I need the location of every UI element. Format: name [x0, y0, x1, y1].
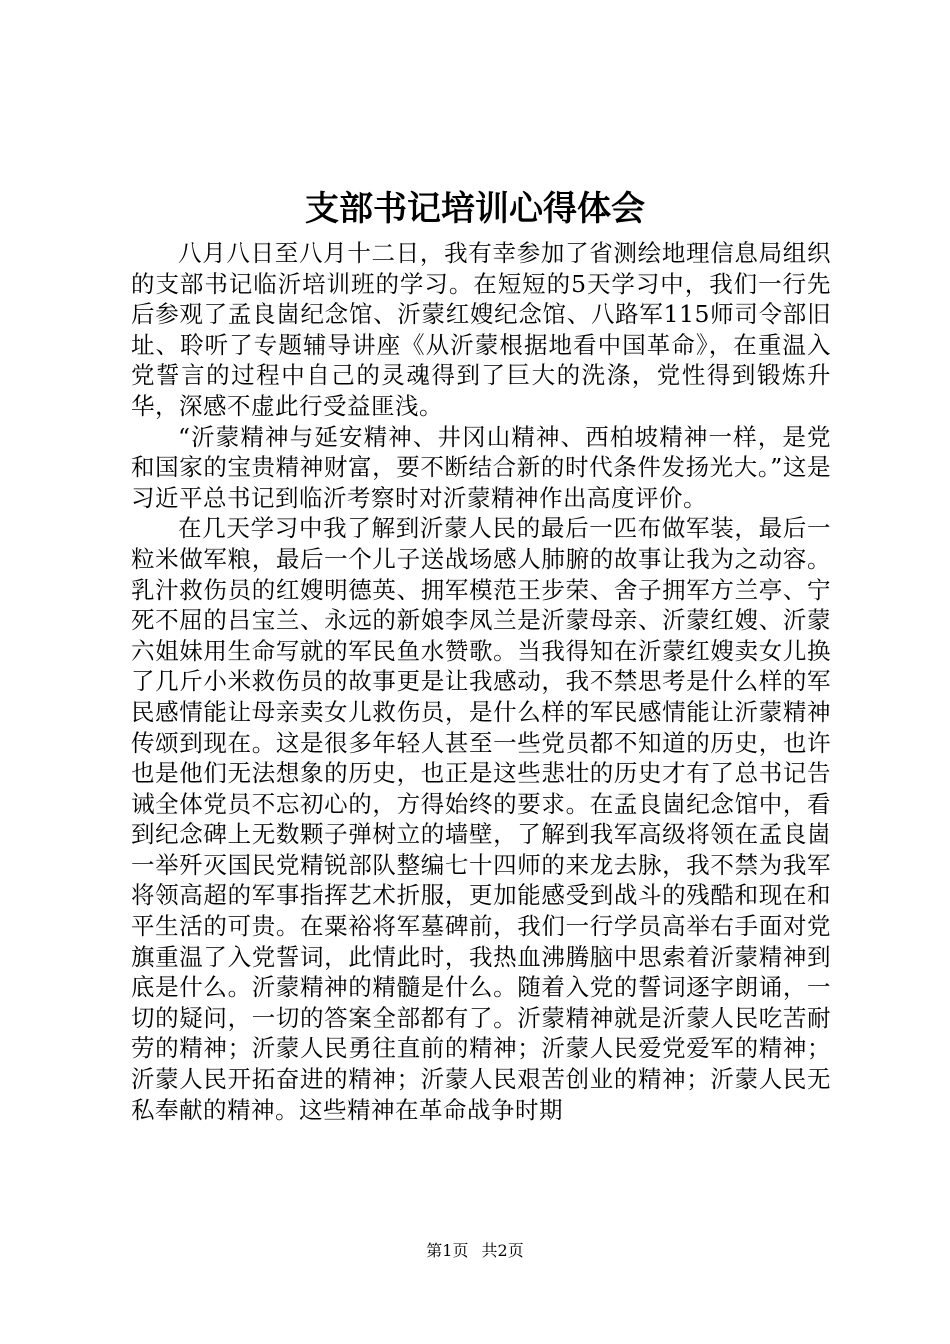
document-title: 支部书记培训心得体会 [305, 189, 645, 229]
paragraph-intro: 八月八日至八月十二日，我有幸参加了省测绘地理信息局组织的支部书记临沂培训班的学习。在短短的5天学习中，我们一行先后参观了孟良崮纪念馆、沂蒙红嫂纪念馆、八路军115师司令部旧址、聆听了专题辅导讲座《从沂蒙根据地看中国革命》，在重温入党誓言的过程中自己的灵魂得到了巨大的洗涤，党性得到锻炼升华，深感不虚此行受益匪浅。 [131, 239, 831, 420]
document-body [131, 238, 831, 1125]
page-number: 第1页 [426, 1241, 469, 1260]
page-total: 共2页 [481, 1241, 524, 1260]
page-footer [0, 1240, 950, 1262]
paragraph-learning: 在几天学习中我了解到沂蒙人民的最后一匹布做军装，最后一粒米做军粮，最后一个儿子送战场感人肺腑的故事让我为之动容。乳汁救伤员的红嫂明德英、拥军模范王步荣、舍子拥军方兰亭、宁死不屈的吕宝兰、永远的新娘李凤兰是沂蒙母亲、沂蒙红嫂、沂蒙六姐妹用生命写就的军民鱼水赞歌。当我得知在沂蒙红嫂卖女儿换了几斤小米救伤员的故事更是让我感动，我不禁思考是什么样的军民感情能让母亲卖女儿救伤员，是什么样的军民感情能让沂蒙精神传颂到现在。这是很多年轻人甚至一些党员都不知道的历史，也许也是他们无法想象的历史，也正是这些悲壮的历史才有了总书记告诫全体党员不忘初心的，方得始终的要求。在孟良崮纪念馆中，看到纪念碑上无数颗子弹树立的墙壁，了解到我军高级将领在孟良崮一举歼灭国民党精锐部队整编七十四师的来龙去脉，我不禁为我军将领高超的军事指挥艺术折服，更加能感受到战斗的残酷和现在和平生活的可贵。在粟裕将军墓碑前，我们一行学员高举右手面对党旗重温了入党誓词，此情此时，我热血沸腾脑中思索着沂蒙精神到底是什么。沂蒙精神的精髓是什么。随着入党的誓词逐字朗诵，一切的疑问，一切的答案全部都有了。沂蒙精神就是沂蒙人民吃苦耐劳的精神；沂蒙人民勇往直前的精神；沂蒙人民爱党爱军的精神；沂蒙人民开拓奋进的精神；沂蒙人民艰苦创业的精神；沂蒙人民无私奉献的精神。这些精神在革命战争时期 [131, 514, 831, 1124]
paragraph-quote: “沂蒙精神与延安精神、井冈山精神、西柏坡精神一样，是党和国家的宝贵精神财富，要不断结合新的时代条件发扬光大。”这是习近平总书记到临沂考察时对沂蒙精神作出高度评价。 [131, 422, 831, 512]
